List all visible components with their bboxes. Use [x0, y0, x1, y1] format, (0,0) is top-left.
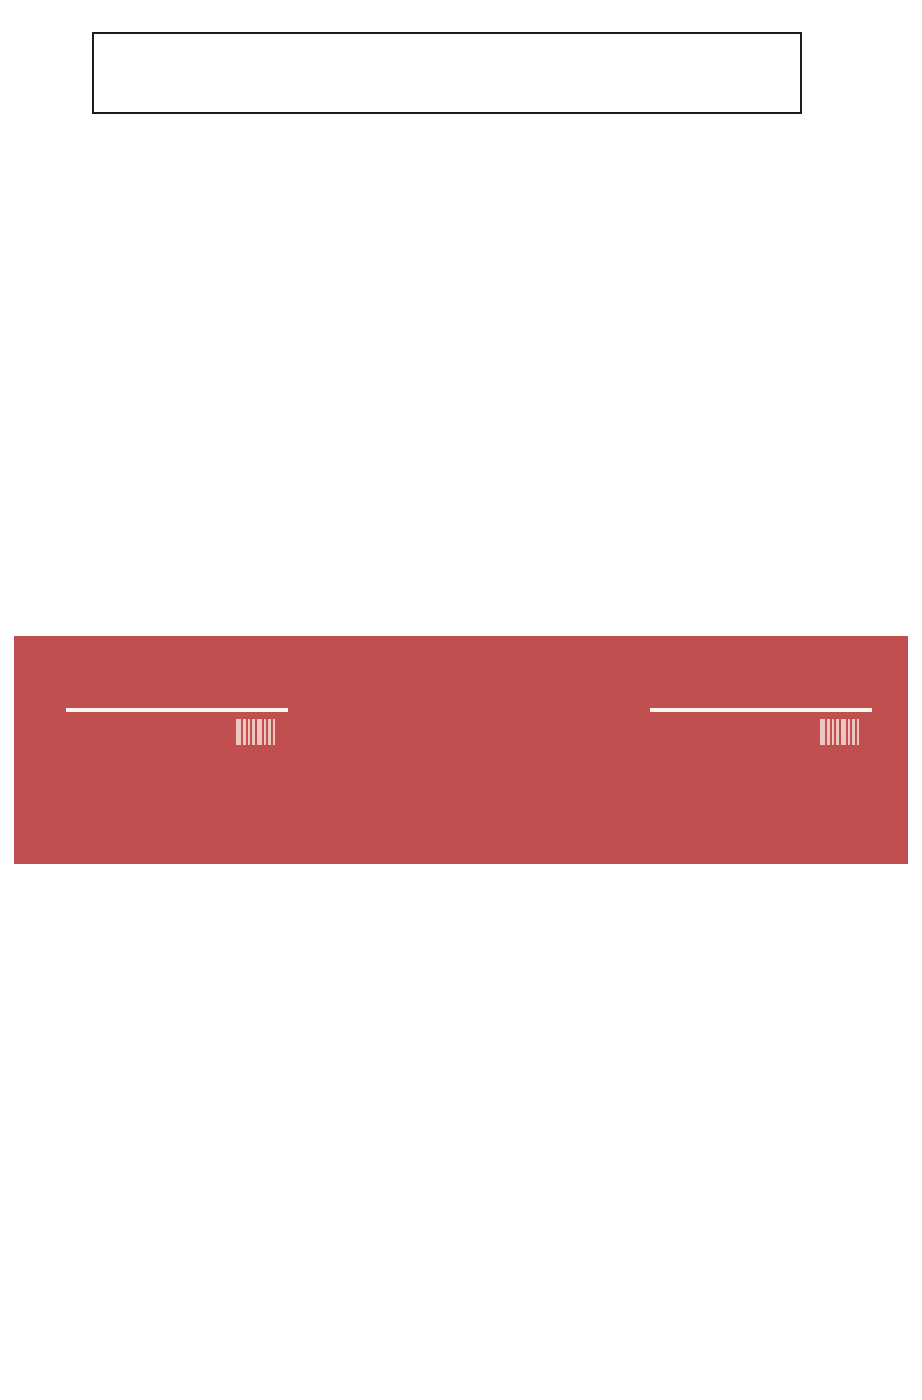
restaurant-logo-left	[58, 708, 288, 792]
price-header-box	[92, 32, 802, 114]
barcode-icon	[820, 719, 859, 745]
logo-rule-icon	[650, 708, 872, 712]
restaurant-logo-right	[642, 708, 872, 792]
logo-rule-icon	[66, 708, 288, 712]
barcode-icon	[236, 719, 275, 745]
promo-banner	[14, 636, 908, 864]
banner-title-block	[14, 700, 908, 702]
